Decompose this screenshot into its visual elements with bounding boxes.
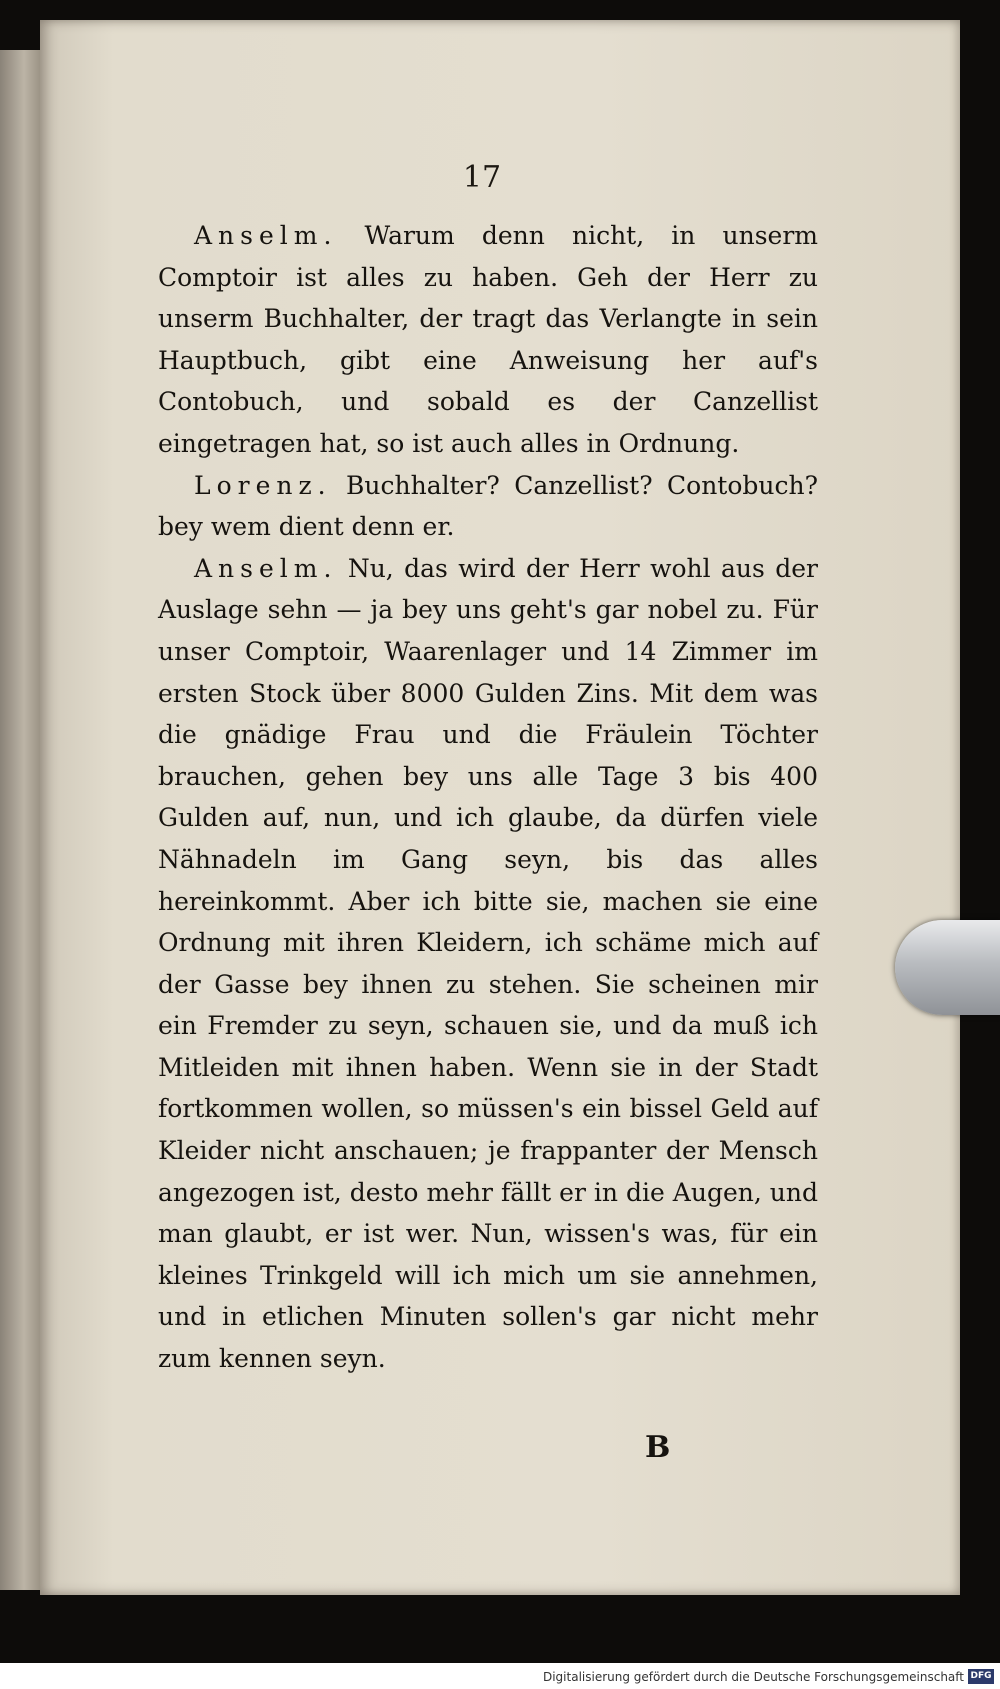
page-holder-clip bbox=[895, 920, 1000, 1015]
page-number: 17 bbox=[462, 160, 502, 195]
speaker-name: Anselm. bbox=[194, 221, 338, 250]
signature-mark: B bbox=[645, 1430, 671, 1465]
paragraph-text: Warum denn nicht, in unserm Comptoir ist alles zu haben. Geh der Herr zu unserm Buchhalter, der tragt das Verlangte in sein Hauptbuch, gibt eine Anweisung her auf's Contobuch, und sobald es der Canzellist eingetragen hat, so ist auch alles in Ordnung. bbox=[158, 221, 818, 458]
paragraph-1 bbox=[158, 215, 818, 465]
footer-bar bbox=[0, 1663, 1000, 1689]
body-text bbox=[158, 215, 818, 1380]
paragraph-3 bbox=[158, 548, 818, 1380]
dfg-logo: DFG bbox=[968, 1669, 994, 1684]
previous-page-edge bbox=[0, 50, 40, 1590]
footer-credit: Digitalisierung gefördert durch die Deutsche Forschungsgemeinschaft bbox=[542, 1670, 964, 1684]
paragraph-text: Buchhalter? Canzellist? Contobuch? bey wem dient denn er. bbox=[158, 470, 818, 542]
speaker-name: Anselm. bbox=[194, 553, 338, 583]
paragraph-2 bbox=[158, 465, 818, 548]
book-page bbox=[40, 20, 960, 1595]
paragraph-text: Nu, das wird der Herr wohl aus der Auslage sehn — ja bey uns geht's gar nobel zu. Für unser Comptoir, Waarenlager und 14 Zimmer im ersten Stock über 8000 Gulden Zins. Mit dem was die gnädige Frau und die Fräulein Töchter brauchen, gehen bey uns alle Tage 3 bis 400 Gulden auf, nun, und ich glaube, da dürfen viele Nähnadeln im Gang seyn, bis das alles hereinkommt. Aber ich bitte sie, machen sie eine Ordnung mit ihren Kleidern, ich schäme mich auf der Gasse bey ihnen zu stehen. Sie scheinen mir ein Fremder zu seyn, schauen sie, und da muß ich Mitleiden mit ihnen haben. Wenn sie in der Stadt fortkommen wollen, so müssen's ein bissel Geld auf Kleider nicht anschauen; je frappanter der Mensch angezogen ist, desto mehr fällt er in die Augen, und man glaubt, er ist wer. Nun, wissen's was, für ein kleines Trinkgeld will ich mich um sie annehmen, und in etlichen Minuten sollen's gar nicht mehr zum kennen seyn. bbox=[158, 553, 818, 1374]
speaker-name: Lorenz. bbox=[194, 470, 332, 500]
